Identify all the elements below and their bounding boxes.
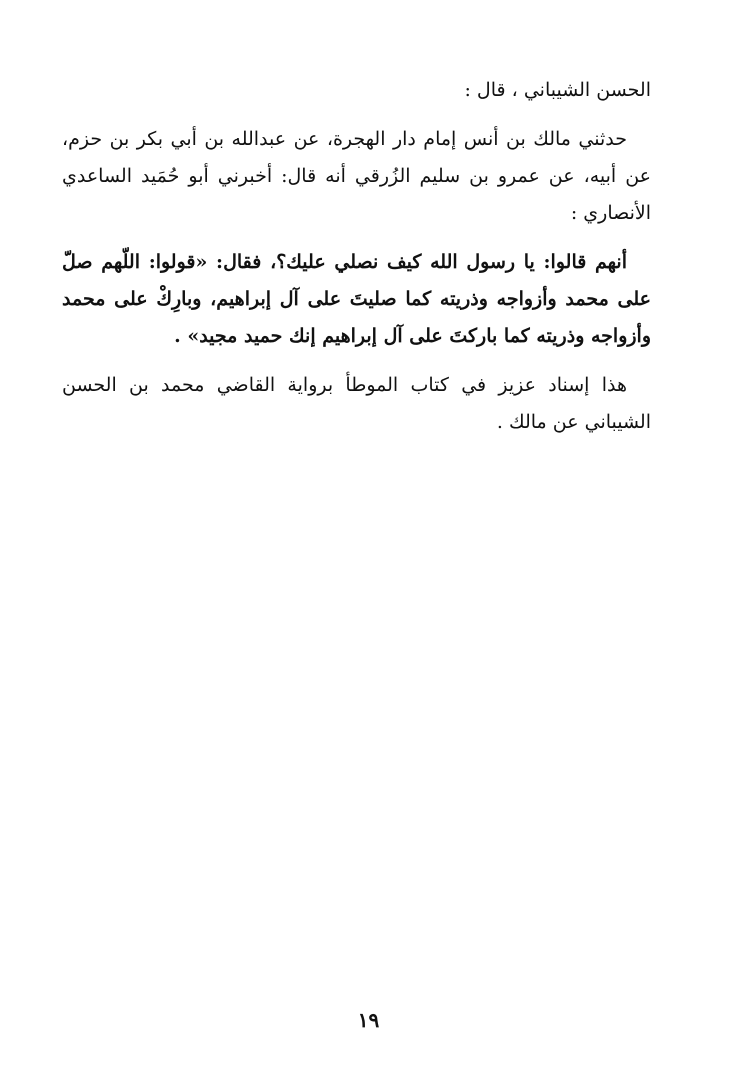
paragraph-note: هذا إسناد عزيز في كتاب الموطأ برواية القاضي محمد بن الحسن الشيباني عن مالك . [62, 374, 651, 433]
page-number: ١٩ [357, 1008, 380, 1032]
paragraph-hadith: أنهم قالوا: يا رسول الله كيف نصلي عليك؟، فقال: «قولوا: اللّهم صلّ على محمد وأزواجه وذريته كما صليتَ على آل إبراهيم، وبارِكْ على محمد وأزواجه وذريته كما باركتَ على آل إبراهيم إنك حميد مجيد» . [62, 251, 651, 347]
paragraph-intro: الحسن الشيباني ، قال : [464, 79, 651, 101]
page-body [62, 72, 651, 453]
paragraph-isnad: حدثني مالك بن أنس إمام دار الهجرة، عن عبدالله بن أبي بكر بن حزم، عن أبيه، عن عمرو بن سليم الزُرقي أنه قال: أخبرني أبو حُمَيد الساعدي الأنصاري : [62, 128, 651, 224]
